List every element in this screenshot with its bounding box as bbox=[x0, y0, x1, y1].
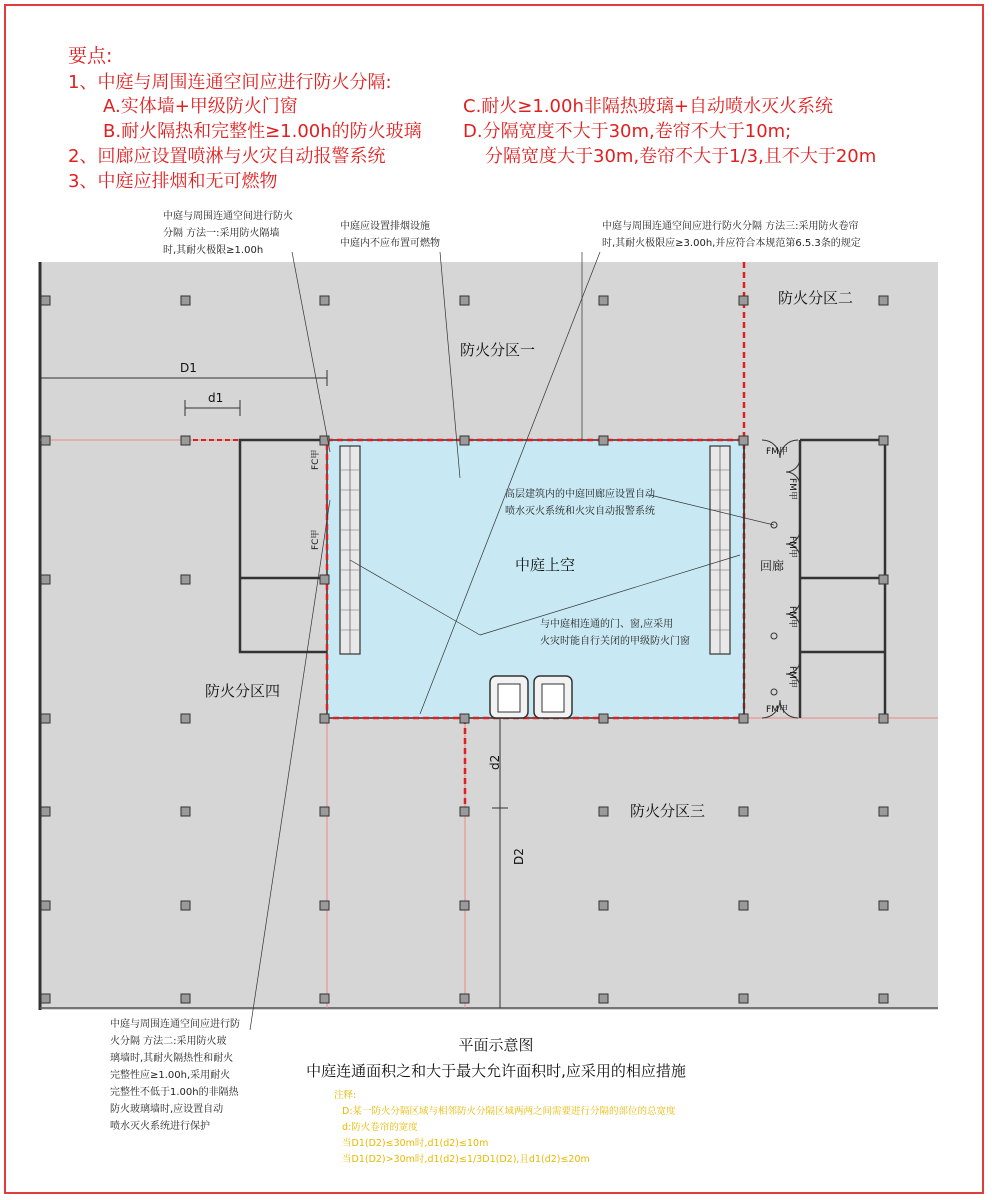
zone-4-label: 防火分区四 bbox=[205, 682, 281, 700]
annotation-line: 火分隔 方法二:采用防火玻 bbox=[110, 1036, 227, 1047]
key-point-1: 1、中庭与周围连通空间应进行防火分隔: bbox=[68, 72, 392, 93]
atrium-label: 中庭上空 bbox=[515, 556, 576, 574]
fm-door-label-2: FM甲 bbox=[787, 536, 797, 558]
annotation-line: 中庭与周围连通空间进行防火 bbox=[163, 211, 293, 222]
annotation-line: 中庭内不应布置可燃物 bbox=[340, 238, 440, 249]
annotation-line: 完整性不低于1.00h的非隔热 bbox=[110, 1087, 239, 1098]
key-point-1d: D.分隔宽度不大于30m,卷帘不大于10m; bbox=[463, 121, 792, 142]
plan-subtitle: 中庭连通面积之和大于最大允许面积时,应采用的相应措施 bbox=[306, 1062, 686, 1080]
notes-block bbox=[334, 1088, 676, 1168]
key-point-1d-continued: 分隔宽度大于30m,卷帘不大于1/3,且不大于20m bbox=[485, 146, 877, 167]
key-point-1b: B.耐火隔热和完整性≥1.00h的防火玻璃 bbox=[103, 121, 422, 142]
annotation-line: 火灾时能自行关闭的甲级防火门窗 bbox=[540, 636, 690, 647]
corridor-label: 回廊 bbox=[760, 559, 785, 573]
fc-door-label-lower: FC甲 bbox=[311, 529, 321, 550]
annotation-fire-doors bbox=[540, 616, 690, 650]
atrium-void bbox=[327, 440, 744, 718]
fm-door-label-1: FM甲 bbox=[787, 478, 797, 500]
note-line: 当D1(D2)≤30m时,d1(d2)≤10m bbox=[342, 1138, 489, 1149]
annotation-line: 璃墙时,其耐火隔热性和耐火 bbox=[110, 1053, 234, 1064]
annotation-line: 喷水灭火系统进行保护 bbox=[110, 1121, 210, 1132]
key-point-3: 3、中庭应排烟和无可燃物 bbox=[68, 171, 278, 192]
note-line: d:防火卷帘的宽度 bbox=[342, 1122, 418, 1133]
key-points-heading: 要点: bbox=[68, 45, 113, 67]
annotation-line: 时,其耐火极限应≥3.00h,并应符合本规范第6.5.3条的规定 bbox=[602, 238, 861, 249]
dimension-D1-label: D1 bbox=[180, 361, 197, 375]
annotation-sprinkler-alarm bbox=[505, 486, 655, 520]
annotation-line: 高层建筑内的中庭回廊应设置自动 bbox=[505, 489, 655, 500]
annotation-method-1 bbox=[163, 208, 293, 259]
annotation-line: 防火玻璃墙时,应设置自动 bbox=[110, 1104, 224, 1115]
annotation-line: 完整性应≥1.00h,采用耐火 bbox=[110, 1070, 231, 1081]
annotation-line: 时,其耐火极限≥1.00h bbox=[163, 245, 264, 256]
fc-door-label-upper: FC甲 bbox=[311, 449, 321, 470]
plan-title: 平面示意图 bbox=[458, 1036, 534, 1054]
annotation-line: 中庭应设置排烟设施 bbox=[340, 221, 430, 232]
annotation-line: 中庭与周围连通空间应进行防 bbox=[110, 1019, 240, 1030]
dimension-d1-label: d1 bbox=[208, 391, 224, 405]
dimension-d2-label: d2 bbox=[488, 754, 502, 770]
zone-2-label: 防火分区二 bbox=[778, 289, 854, 307]
annotation-line: 中庭与周围连通空间应进行防火分隔 方法三:采用防火卷帘 bbox=[602, 221, 859, 232]
note-line: D:某一防火分隔区域与相邻防火分隔区域两两之间需要进行分隔的部位的总宽度 bbox=[342, 1106, 676, 1117]
annotation-line: 喷水灭火系统和火灾自动报警系统 bbox=[505, 506, 655, 517]
fm-door-label-4: FM甲 bbox=[787, 666, 797, 688]
key-point-1a: A.实体墙+甲级防火门窗 bbox=[103, 96, 298, 117]
annotation-smoke-exhaust bbox=[340, 218, 440, 252]
annotation-line: 与中庭相连通的门、窗,应采用 bbox=[540, 619, 674, 630]
fm-door-label-top: FM甲 bbox=[766, 447, 788, 457]
annotation-line: 分隔 方法一:采用防火隔墙 bbox=[163, 228, 280, 239]
notes-heading: 注释: bbox=[334, 1090, 357, 1101]
key-point-1c: C.耐火≥1.00h非隔热玻璃+自动喷水灭火系统 bbox=[463, 96, 833, 117]
annotation-method-3 bbox=[602, 218, 861, 252]
fm-door-label-bottom: FM甲 bbox=[766, 705, 788, 715]
zone-3-label: 防火分区三 bbox=[630, 802, 706, 820]
fm-door-label-3: FM甲 bbox=[787, 606, 797, 628]
key-point-2: 2、回廊应设置喷淋与火灾自动报警系统 bbox=[68, 146, 386, 167]
dimension-D2-label: D2 bbox=[512, 848, 526, 865]
note-line: 当D1(D2)>30m时,d1(d2)≤1/3D1(D2),且d1(d2)≤20m bbox=[342, 1154, 590, 1165]
zone-1-label: 防火分区一 bbox=[460, 341, 536, 359]
